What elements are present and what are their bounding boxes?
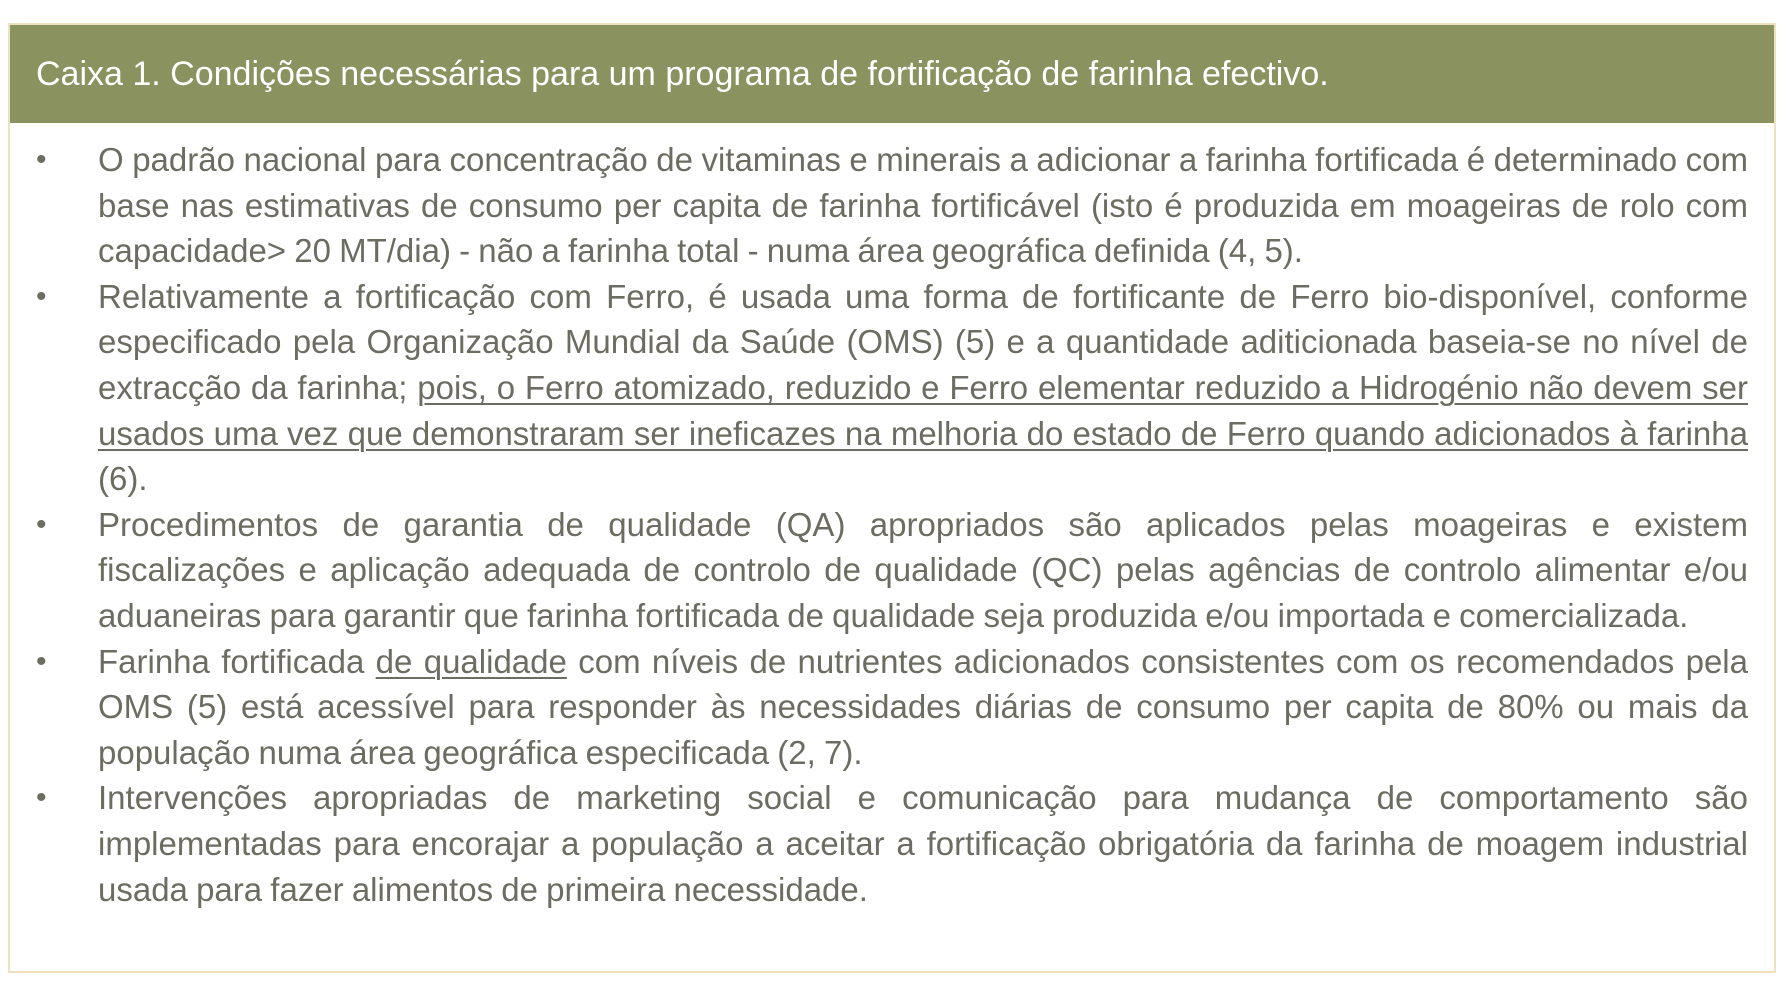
box-panel <box>8 23 1776 973</box>
text-segment: Procedimentos de garantia de qualidade (QA) apropriados são aplicados pelas moageiras e existem fiscalizações e aplicação adequada de controlo de qualidade (QC) pelas agências de controlo alimentar e/ou aduaneiras para garantir que farinha fortificada de qualidade seja produzida e/ou importada e comercializada. <box>98 505 1748 634</box>
bullet-text <box>98 141 1748 269</box>
bullet-text <box>98 779 1748 907</box>
bullet-icon: • <box>36 781 47 815</box>
text-segment: (6). <box>98 460 148 498</box>
bullet-item-4 <box>10 639 1774 776</box>
underlined-text-segment: pois, o Ferro atomizado, reduzido e Ferro elementar reduzido a Hidrogénio não devem ser usados uma vez que demonstraram ser ineficazes na melhoria do estado de Ferro quando adicionados à farinha <box>98 368 1748 452</box>
bullet-text <box>98 643 1748 771</box>
underlined-text-segment: de qualidade <box>375 642 567 680</box>
bullet-icon: • <box>36 143 47 176</box>
text-segment: com níveis de nutrientes adicionados consistentes com os recomendados pela OMS (5) está acessível para responder às necessidades diárias de consumo per capita de 80% ou mais da população numa área geográfica especificada (2, 7). <box>98 642 1748 771</box>
bullet-icon: • <box>36 644 47 678</box>
bullet-text <box>98 506 1748 634</box>
bullet-icon: • <box>36 507 47 541</box>
bullet-item-2 <box>10 274 1774 502</box>
text-segment: Relativamente a fortificação com Ferro, é usada uma forma de fortificante de Ferro bio-disponível, conforme especificado pela Organização Mundial da Saúde (OMS) (5) e a quantidade aditicionada baseia-se no nível de extracção da farinha; <box>98 277 1748 406</box>
text-segment: Farinha fortificada <box>98 642 376 680</box>
bullet-list <box>10 137 1774 912</box>
bullet-text <box>98 278 1748 497</box>
box-header <box>10 25 1774 123</box>
bullet-item-3 <box>10 502 1774 639</box>
bullet-item-5 <box>10 775 1774 912</box>
box-title: Caixa 1. Condições necessárias para um programa de fortificação de farinha efectivo. <box>36 55 1329 93</box>
text-segment: O padrão nacional para concentração de vitaminas e minerais a adicionar a farinha fortificada é determinado com base nas estimativas de consumo per capita de farinha fortificável (isto é produzida em moageiras de rolo com capacidade> 20 MT/dia) - não a farinha total - numa área geográfica definida (4, 5). <box>98 141 1748 270</box>
bullet-icon: • <box>36 279 47 313</box>
text-segment: Intervenções apropriadas de marketing social e comunicação para mudança de comportamento são implementadas para encorajar a população a aceitar a fortificação obrigatória da farinha de moagem industrial usada para fazer alimentos de primeira necessidade. <box>98 779 1748 908</box>
bullet-item-1 <box>10 137 1774 274</box>
